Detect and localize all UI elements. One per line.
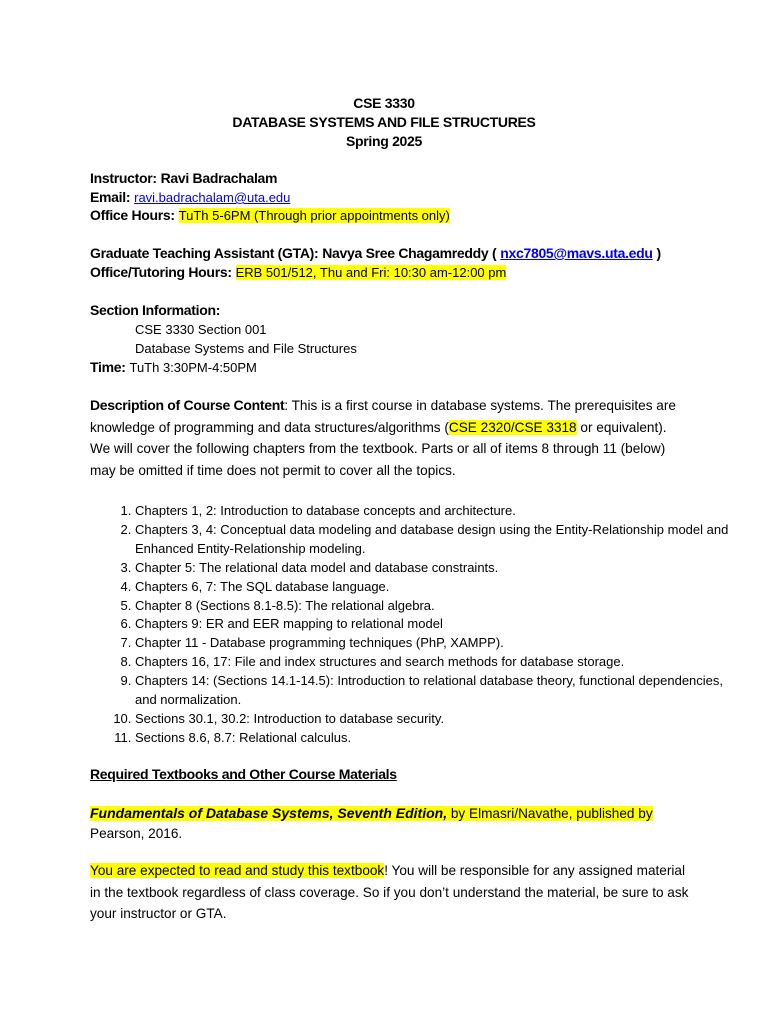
chapter-item: 2. Chapters 3, 4: Conceptual data modeling and database design using the Entity-Relationship model and Enhanced Entity-Relationship modeling.	[135, 521, 735, 559]
chapter-item: 5. Chapter 8 (Sections 8.1-8.5): The relational algebra.	[135, 597, 735, 616]
gta-hours-label: Office/Tutoring Hours:	[90, 264, 232, 280]
prerequisite-courses: CSE 2320/CSE 3318	[448, 419, 577, 435]
course-description	[90, 395, 690, 481]
email-line	[90, 189, 290, 205]
time-value: TuTh 3:30PM-4:50PM	[129, 360, 257, 375]
textbook-citation	[90, 804, 690, 843]
course-title: DATABASE SYSTEMS AND FILE STRUCTURES	[232, 114, 536, 130]
textbook-publisher: Pearson, 2016.	[90, 825, 183, 841]
reading-expectation	[90, 860, 690, 925]
section-number: CSE 3330 Section 001	[135, 322, 267, 337]
gta-label: Graduate Teaching Assistant (GTA):	[90, 245, 319, 261]
instructor-name: Ravi Badrachalam	[160, 170, 278, 186]
reading-highlight: You are expected to read and study this textbook	[90, 863, 385, 878]
gta-close-paren: )	[656, 245, 661, 261]
instructor-label: Instructor:	[90, 170, 157, 186]
textbooks-heading: Required Textbooks and Other Course Materials	[90, 766, 397, 782]
description-text-1: : This is a first course in database systems. The prerequisites are knowledge of programming and data structures/algorithms (	[90, 398, 676, 435]
gta-email-link[interactable]: nxc7805@mavs.uta.edu	[500, 245, 653, 261]
time-label: Time:	[90, 359, 126, 375]
reading-rest: ! You will be responsible for any assigned material in the textbook regardless of class coverage. So if you don’t understand the material, be sure to ask your instructor or GTA.	[90, 863, 689, 921]
office-hours-line	[90, 207, 450, 223]
chapter-item: 6. Chapters 9: ER and EER mapping to relational model	[135, 615, 735, 634]
chapter-item: 11. Sections 8.6, 8.7: Relational calculus.	[135, 729, 735, 748]
section-name: Database Systems and File Structures	[135, 341, 357, 356]
chapter-item: 7. Chapter 11 - Database programming techniques (PhP, XAMPP).	[135, 634, 735, 653]
chapter-item: 4. Chapters 6, 7: The SQL database language.	[135, 578, 735, 597]
gta-line	[90, 245, 661, 261]
office-hours-label: Office Hours:	[90, 207, 175, 223]
gta-hours-value: ERB 501/512, Thu and Fri: 10:30 am-12:00 pm	[235, 265, 507, 280]
textbook-title: Fundamentals of Database Systems, Seventh Edition,	[90, 805, 448, 821]
gta-hours-line	[90, 264, 506, 280]
gta-name: Navya Sree Chagamreddy (	[322, 245, 497, 261]
time-line	[90, 359, 257, 375]
instructor-email-link[interactable]: ravi.badrachalam@uta.edu	[134, 190, 291, 205]
email-label: Email:	[90, 189, 131, 205]
instructor-line	[90, 170, 277, 186]
course-term: Spring 2025	[345, 133, 423, 149]
chapter-item: 3. Chapter 5: The relational data model and database constraints.	[135, 559, 735, 578]
chapter-item: 1. Chapters 1, 2: Introduction to database concepts and architecture.	[135, 502, 735, 521]
section-info-label: Section Information:	[90, 302, 221, 318]
description-text-2: or equivalent). We will cover the following chapters from the textbook. Parts or all of items 8 through 11 (below) may be omitted if time does not permit to cover all the topics.	[90, 419, 667, 478]
course-code: CSE 3330	[353, 95, 415, 111]
description-label: Description of Course Content	[90, 397, 285, 413]
textbook-authors: by Elmasri/Navathe, published by	[447, 806, 653, 821]
chapter-item: 9. Chapters 14: (Sections 14.1-14.5): Introduction to relational database theory, functional dependencies, and normalization.	[135, 672, 735, 710]
chapter-item: 10. Sections 30.1, 30.2: Introduction to database security.	[135, 710, 735, 729]
chapter-list	[90, 502, 735, 748]
section-info-heading	[90, 302, 220, 318]
textbooks-heading-line	[90, 766, 397, 782]
course-header	[0, 94, 768, 151]
chapter-item: 8. Chapters 16, 17: File and index structures and search methods for database storage.	[135, 653, 735, 672]
office-hours-value: TuTh 5-6PM (Through prior appointments only)	[178, 208, 450, 223]
